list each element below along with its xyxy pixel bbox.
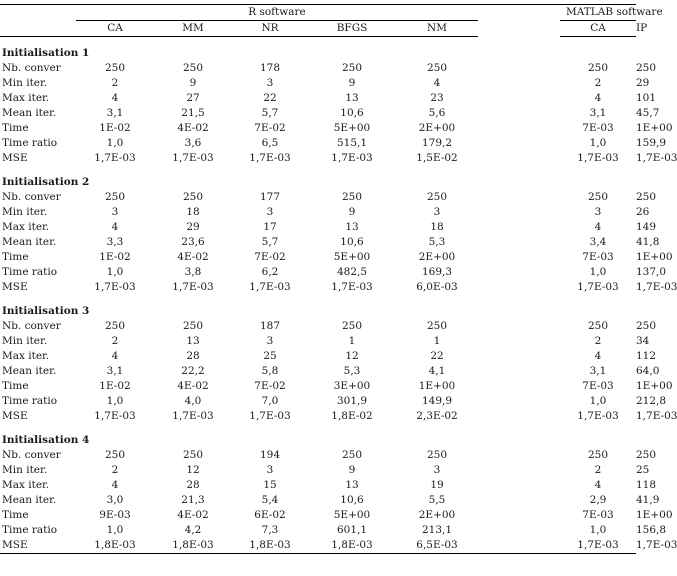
table-cell: 5,7: [261, 107, 279, 119]
table-cell: 1,7E-03: [249, 410, 291, 422]
table-cell: 9: [348, 464, 356, 476]
table-cell: 10,6: [340, 107, 364, 119]
column-header-nm: NM: [396, 21, 478, 37]
table-cell: 301,9: [336, 395, 368, 407]
table-row: Nb. conver 250 250 194 250 250 250 250: [2, 449, 657, 461]
column-header-mm: MM: [154, 21, 232, 37]
gap-cell: [478, 409, 560, 424]
table-cell: 23: [430, 92, 444, 104]
gap-cell: [478, 250, 560, 265]
table-cell: 7E-03: [582, 122, 614, 134]
table-cell: 1,0: [106, 266, 124, 278]
table-row: Nb. conver 250 250 187 250 250 250 250: [2, 320, 657, 332]
section-spacer: [0, 37, 636, 47]
table-row: Time 1E-02 4E-02 7E-02 3E+00 1E+00 7E-03 1E+00: [2, 380, 673, 392]
column-header-row: CA MM NR BFGS NM CA IP: [0, 21, 636, 37]
gap-cell: [478, 523, 560, 538]
table-cell: 9E-03: [99, 509, 131, 521]
table-row: Mean iter. 3,0 21,3 5,4 10,6 5,5 2,9 41,9: [2, 494, 660, 506]
section-title-row: [0, 175, 636, 190]
table-cell: 5,3: [428, 236, 446, 248]
row-label: Time ratio: [2, 137, 58, 149]
gap-cell: [478, 220, 560, 235]
table-cell: 1,7E-03: [94, 152, 136, 164]
table-cell: 2,3E-02: [416, 410, 458, 422]
table-cell: 25: [263, 350, 277, 362]
row-label: Time: [2, 380, 29, 392]
table-cell: 1,0: [589, 266, 607, 278]
section-title-row: [0, 433, 636, 448]
table-cell: 2E+00: [418, 251, 456, 263]
section-spacer: [0, 295, 636, 304]
group-header-gap: [478, 5, 560, 21]
table-cell: 4: [111, 350, 119, 362]
table-row: Min iter. 2 13 3 1 1 2 34: [2, 335, 650, 347]
table-cell: 250: [426, 320, 448, 332]
table-cell: 5E+00: [333, 122, 371, 134]
table-cell: 4E-02: [177, 251, 209, 263]
table-cell: 250: [426, 449, 448, 461]
table-cell: 1,7E-03: [249, 281, 291, 293]
table-row: Min iter. 3 18 3 9 3 3 26: [2, 206, 650, 218]
gap-cell: [478, 61, 560, 76]
row-label: Time ratio: [2, 395, 58, 407]
table-cell: 1,7E-03: [577, 152, 619, 164]
table-row: Time ratio 1,0 4,2 7,3 601,1 213,1 1,0 156,8: [2, 524, 667, 536]
table-cell: 3,4: [589, 236, 607, 248]
gap-cell: [478, 235, 560, 250]
table-row: Min iter. 2 9 3 9 4 2 29: [2, 77, 650, 89]
table-cell: 250: [587, 449, 609, 461]
table-cell: 9: [348, 77, 356, 89]
table-cell: 7,0: [261, 395, 279, 407]
table-row: Max iter. 4 28 15 13 19 4 118: [2, 479, 657, 491]
row-label: Mean iter.: [2, 236, 57, 248]
table-cell: 250: [426, 191, 448, 203]
table-cell: 250: [426, 62, 448, 74]
table-cell: 177: [259, 191, 281, 203]
table-cell: 19: [430, 479, 444, 491]
table-cell: 22: [263, 92, 277, 104]
table-cell: 2: [594, 335, 602, 347]
row-label: MSE: [2, 152, 28, 164]
table-cell: 250: [341, 320, 363, 332]
table-cell: 3,1: [106, 365, 124, 377]
table-row: Mean iter. 3,3 23,6 5,7 10,6 5,3 3,4 41,8: [2, 236, 660, 248]
gap-cell: [478, 91, 560, 106]
row-label: Max iter.: [2, 479, 50, 491]
table-cell: 1,7E-03: [577, 410, 619, 422]
gap-cell: [478, 190, 560, 205]
table-row: Time 1E-02 4E-02 7E-02 5E+00 2E+00 7E-03 1E+00: [2, 251, 673, 263]
table-cell: 250: [587, 62, 609, 74]
table-cell: 7E-03: [582, 380, 614, 392]
row-label: Mean iter.: [2, 494, 57, 506]
table-cell: 10,6: [340, 494, 364, 506]
table-cell: 179,2: [421, 137, 453, 149]
table-cell: 4: [111, 221, 119, 233]
table-cell: 5,8: [261, 365, 279, 377]
table-cell: 3,1: [589, 107, 607, 119]
row-label: Min iter.: [2, 335, 48, 347]
table-cell: 250: [104, 62, 126, 74]
gap-cell: [478, 379, 560, 394]
table-cell: 1E+00: [418, 380, 456, 392]
gap-cell: [478, 121, 560, 136]
gap-cell: [478, 508, 560, 523]
table-row: Max iter. 4 27 22 13 23 4 101: [2, 92, 657, 104]
header-stub: [0, 5, 76, 21]
table-cell: 7,3: [261, 524, 279, 536]
table-cell: 3,0: [106, 494, 124, 506]
gap-cell: [478, 493, 560, 508]
gap-cell: [478, 334, 560, 349]
table-cell: 5,3: [343, 365, 361, 377]
results-table: [0, 4, 677, 554]
table-row: MSE 1,7E-03 1,7E-03 1,7E-03 1,8E-02 2,3E-02 1,7E-03 1,7E-03: [2, 410, 677, 422]
table-cell: 5E+00: [333, 509, 371, 521]
table-cell: 6,5E-03: [396, 538, 478, 554]
table-cell: 250: [587, 320, 609, 332]
table-cell: 22: [430, 350, 444, 362]
table-cell: 1,7E-03: [560, 538, 636, 554]
row-label: Max iter.: [2, 350, 50, 362]
table-row: Mean iter. 3,1 22,2 5,8 5,3 4,1 3,1 64,0: [2, 365, 660, 377]
gap-cell: [478, 280, 560, 295]
table-cell: 21,3: [181, 494, 205, 506]
row-label: Time: [2, 122, 29, 134]
table-cell: 7E-03: [582, 509, 614, 521]
table-cell: 4E-02: [177, 122, 209, 134]
table-cell: 1E-02: [99, 251, 131, 263]
table-cell: 1,7E-03: [577, 281, 619, 293]
column-header-bfgs: BFGS: [308, 21, 396, 37]
table-cell: 2E+00: [418, 122, 456, 134]
table-cell: 1,8E-03: [308, 538, 396, 554]
table-cell: 4: [594, 92, 602, 104]
table-cell: 1,7E-03: [172, 410, 214, 422]
table-cell: 250: [182, 191, 204, 203]
table-cell: 3,1: [589, 365, 607, 377]
table-cell: 3,1: [106, 107, 124, 119]
table-cell: 1,7E-03: [94, 410, 136, 422]
gap-cell: [478, 394, 560, 409]
table-cell: 1,8E-03: [154, 538, 232, 554]
row-label: MSE: [0, 538, 76, 554]
table-cell: 5,7: [261, 236, 279, 248]
gap-cell: [478, 136, 560, 151]
table-cell: 1,5E-02: [416, 152, 458, 164]
table-cell: 4: [433, 77, 441, 89]
table-cell: 4,1: [428, 365, 446, 377]
spacer-cell: [0, 166, 636, 175]
table-row: MSE 1,7E-03 1,7E-03 1,7E-03 1,7E-03 1,5E-02 1,7E-03 1,7E-03: [2, 152, 677, 164]
table-cell: 187: [259, 320, 281, 332]
section-title: Initialisation 2: [2, 176, 90, 188]
table-cell: 1,7E-03: [331, 281, 373, 293]
table-cell: 1: [348, 335, 356, 347]
table-row: Time ratio 1,0 4,0 7,0 301,9 149,9 1,0 212,8: [2, 395, 667, 407]
table-cell: 7E-02: [254, 122, 286, 134]
table-cell: 13: [345, 479, 359, 491]
table-cell: 515,1: [336, 137, 368, 149]
table-header: [0, 5, 663, 37]
section-spacer: [0, 424, 636, 433]
row-label: Min iter.: [2, 206, 48, 218]
table-cell: 2E+00: [418, 509, 456, 521]
gap-cell: [478, 151, 560, 166]
table-cell: 13: [186, 335, 200, 347]
column-header-ca-r: CA: [76, 21, 154, 37]
table-cell: 1E-02: [99, 380, 131, 392]
table-cell: 2: [111, 335, 119, 347]
table-cell: 1,7E-03: [94, 281, 136, 293]
table-cell: 1,7E-03: [172, 281, 214, 293]
table-cell: 28: [186, 479, 200, 491]
table-cell: 3: [266, 335, 274, 347]
table-cell: 601,1: [336, 524, 368, 536]
table-cell: 13: [345, 92, 359, 104]
row-label: Time ratio: [2, 524, 58, 536]
table-cell: 3: [433, 206, 441, 218]
section-title-row: [0, 304, 636, 319]
row-label: Time: [2, 509, 29, 521]
row-label: Time: [2, 251, 29, 263]
table-cell: 4: [111, 479, 119, 491]
table-row: MSE 1,8E-03 1,8E-03 1,8E-03 1,8E-03 6,5E-03 1,7E-03 1,7E-03: [0, 538, 636, 554]
table-cell: 3: [266, 77, 274, 89]
table-cell: 21,5: [181, 107, 205, 119]
table-cell: 2: [111, 464, 119, 476]
table-cell: 1E-02: [99, 122, 131, 134]
table-row: Time ratio 1,0 3,6 6,5 515,1 179,2 1,0 159,9: [2, 137, 667, 149]
gap-cell: [478, 205, 560, 220]
row-label: Max iter.: [2, 92, 50, 104]
table-cell: 5,5: [428, 494, 446, 506]
row-label: Nb. conver: [2, 62, 61, 74]
table-cell: 3: [111, 206, 119, 218]
table-cell: 9: [348, 206, 356, 218]
table-cell: 18: [430, 221, 444, 233]
group-header-r: R software: [76, 5, 478, 21]
row-label: Min iter.: [2, 77, 48, 89]
table-cell: 15: [263, 479, 277, 491]
gap-cell: [478, 448, 560, 463]
table-cell: 1,0: [106, 524, 124, 536]
table-cell: 18: [186, 206, 200, 218]
table-cell: 178: [259, 62, 281, 74]
table-cell: 7E-02: [254, 380, 286, 392]
row-label: Time ratio: [2, 266, 58, 278]
gap-cell: [478, 265, 560, 280]
row-label: MSE: [2, 410, 28, 422]
table-cell: 482,5: [336, 266, 368, 278]
gap-cell: [478, 76, 560, 91]
table-body: [0, 37, 677, 554]
row-label: Nb. conver: [2, 320, 61, 332]
row-label: Max iter.: [2, 221, 50, 233]
table-cell: 7E-02: [254, 251, 286, 263]
table-cell: 250: [341, 449, 363, 461]
group-header-matlab: MATLAB software: [560, 5, 636, 21]
table-cell: 29: [186, 221, 200, 233]
table-cell: 213,1: [421, 524, 453, 536]
gap-cell: [478, 538, 560, 554]
table-row: MSE 1,7E-03 1,7E-03 1,7E-03 1,7E-03 6,0E-03 1,7E-03 1,7E-03: [2, 281, 677, 293]
table-cell: 250: [587, 191, 609, 203]
section-title: Initialisation 1: [2, 47, 90, 59]
table-cell: 250: [182, 320, 204, 332]
table-cell: 250: [341, 191, 363, 203]
table-cell: 12: [186, 464, 200, 476]
table-cell: 1,8E-02: [331, 410, 373, 422]
table-cell: 1,0: [589, 395, 607, 407]
table-cell: 3: [433, 464, 441, 476]
table-cell: 4,0: [184, 395, 202, 407]
table-cell: 2,9: [589, 494, 607, 506]
row-label: Nb. conver: [2, 191, 61, 203]
table-cell: 2: [111, 77, 119, 89]
table-row: Max iter. 4 29 17 13 18 4 149: [2, 221, 657, 233]
table-cell: 1: [433, 335, 441, 347]
row-label: Mean iter.: [2, 107, 57, 119]
table-cell: 3: [266, 206, 274, 218]
table-cell: 22,2: [181, 365, 205, 377]
row-label: MSE: [2, 281, 28, 293]
table-cell: 6,5: [261, 137, 279, 149]
row-label: Nb. conver: [2, 449, 61, 461]
table-cell: 5,6: [428, 107, 446, 119]
table-cell: 1,0: [106, 395, 124, 407]
column-header-ca-matlab: CA: [560, 21, 636, 37]
section-spacer: [0, 166, 636, 175]
spacer-cell: [0, 295, 636, 304]
table-row: Min iter. 2 12 3 9 3 2 25: [2, 464, 650, 476]
table-cell: 3: [266, 464, 274, 476]
table-cell: 1,0: [589, 524, 607, 536]
table-cell: 9: [189, 77, 197, 89]
table-cell: 13: [345, 221, 359, 233]
table-cell: 250: [104, 320, 126, 332]
table-cell: 5E+00: [333, 251, 371, 263]
table-cell: 4E-02: [177, 509, 209, 521]
table-row: Time 9E-03 4E-02 6E-02 5E+00 2E+00 7E-03 1E+00: [2, 509, 673, 521]
table-cell: 3,8: [184, 266, 202, 278]
table-row: Nb. conver 250 250 177 250 250 250 250: [2, 191, 657, 203]
table-cell: 2: [594, 464, 602, 476]
gap-cell: [478, 364, 560, 379]
table-cell: 17: [263, 221, 277, 233]
table-cell: 250: [104, 191, 126, 203]
table-cell: 5,4: [261, 494, 279, 506]
section-title-row: [0, 46, 636, 61]
section-title: Initialisation 4: [2, 434, 90, 446]
column-header-nr: NR: [232, 21, 308, 37]
section-title: Initialisation 3: [2, 305, 90, 317]
table-row: Time ratio 1,0 3,8 6,2 482,5 169,3 1,0 137,0: [2, 266, 667, 278]
table-cell: 250: [104, 449, 126, 461]
row-label: Mean iter.: [2, 365, 57, 377]
table-cell: 4: [594, 221, 602, 233]
table-cell: 3,3: [106, 236, 124, 248]
table-cell: 6,0E-03: [416, 281, 458, 293]
table-cell: 194: [259, 449, 281, 461]
table-cell: 149,9: [421, 395, 453, 407]
table-cell: 169,3: [421, 266, 453, 278]
table-cell: 250: [182, 62, 204, 74]
table-cell: 10,6: [340, 236, 364, 248]
table-cell: 7E-03: [582, 251, 614, 263]
gap-cell: [478, 349, 560, 364]
table-cell: 23,6: [181, 236, 205, 248]
table-cell: 4,2: [184, 524, 202, 536]
table-cell: 4E-02: [177, 380, 209, 392]
table-cell: 4: [594, 350, 602, 362]
spacer-cell: [0, 424, 636, 433]
table-cell: 3,6: [184, 137, 202, 149]
header-stub: [0, 21, 76, 37]
table-row: Max iter. 4 28 25 12 22 4 112: [2, 350, 657, 362]
spacer-cell: [0, 37, 636, 47]
table-cell: 250: [182, 449, 204, 461]
row-label: Min iter.: [2, 464, 48, 476]
table-row: Time 1E-02 4E-02 7E-02 5E+00 2E+00 7E-03 1E+00: [2, 122, 673, 134]
table-cell: 4: [111, 92, 119, 104]
column-header-gap: [478, 21, 560, 37]
gap-cell: [478, 463, 560, 478]
table-cell: 3E+00: [333, 380, 371, 392]
table-cell: 1,7E-03: [172, 152, 214, 164]
table-cell: 4: [594, 479, 602, 491]
gap-cell: [478, 478, 560, 493]
table-cell: 27: [186, 92, 200, 104]
table-cell: 6E-02: [254, 509, 286, 521]
table-cell: 12: [345, 350, 359, 362]
table-cell: 1,8E-03: [232, 538, 308, 554]
gap-cell: [478, 319, 560, 334]
table-cell: 1,7E-03: [249, 152, 291, 164]
table-row: Nb. conver 250 250 178 250 250 250 250: [2, 62, 657, 74]
table-row: Mean iter. 3,1 21,5 5,7 10,6 5,6 3,1 45,7: [2, 107, 660, 119]
table-cell: 1,0: [106, 137, 124, 149]
table-cell: 1,0: [589, 137, 607, 149]
table-cell: 2: [594, 77, 602, 89]
table-cell: 6,2: [261, 266, 279, 278]
table-cell: 1,8E-03: [76, 538, 154, 554]
table-cell: 250: [341, 62, 363, 74]
table-cell: 3: [594, 206, 602, 218]
group-header-row: [0, 5, 636, 21]
gap-cell: [478, 106, 560, 121]
table-cell: 1,7E-03: [331, 152, 373, 164]
table-cell: 28: [186, 350, 200, 362]
